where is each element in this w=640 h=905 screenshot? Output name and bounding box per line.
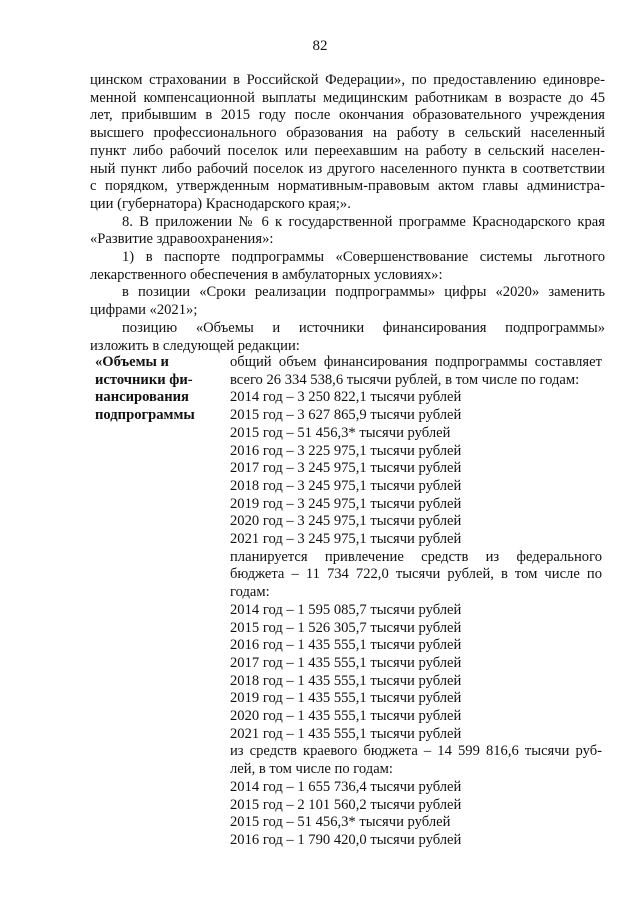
table-line: 2015 год – 51 456,3* тысячи рублей <box>230 424 451 441</box>
heading-line: «Объемы и <box>95 354 169 370</box>
text-line: цифрами «2021»; <box>90 302 198 319</box>
table-line: годам: <box>230 584 270 601</box>
table-line: бюджета – 11 734 722,0 тысячи рублей, в том числе по <box>230 566 602 583</box>
text-line: позицию «Объемы и источники финансирования подпрограммы» <box>122 319 605 336</box>
table-line: 2018 год – 1 435 555,1 тысячи рублей <box>230 672 462 689</box>
text-line: высшего профессионального образования на работу в сельский населенный <box>90 125 605 142</box>
table-line: 2018 год – 3 245 975,1 тысячи рублей <box>230 477 462 494</box>
table-line: общий объем финансирования подпрограммы составляет <box>230 354 602 370</box>
table-line: 2021 год – 3 245 975,1 тысячи рублей <box>230 531 462 548</box>
table-line: планируется привлечение средств из федерального <box>230 548 602 565</box>
text-line: с порядком, утвержденным нормативным-правовым актом главы администра- <box>90 178 605 195</box>
table-line: 2016 год – 1 790 420,0 тысячи рублей <box>230 831 462 848</box>
table-line: 2015 год – 51 456,3* тысячи рублей <box>230 814 451 831</box>
table-line: из средств краевого бюджета – 14 599 816,6 тысячи руб- <box>230 743 602 760</box>
table-line: 2019 год – 3 245 975,1 тысячи рублей <box>230 495 462 512</box>
heading-line: источники фи- <box>95 371 193 388</box>
table-line: лей, в том числе по годам: <box>230 761 393 778</box>
table-line: 2016 год – 1 435 555,1 тысячи рублей <box>230 637 462 654</box>
table-line: 2014 год – 3 250 822,1 тысячи рублей <box>230 389 462 406</box>
text-line: изложить в следующей редакции: <box>90 337 300 354</box>
table-line: 2021 год – 1 435 555,1 тысячи рублей <box>230 725 462 742</box>
table-line: 2019 год – 1 435 555,1 тысячи рублей <box>230 690 462 707</box>
text-line: пункт либо рабочий поселок или переехавшим на работу в сельский населен- <box>90 142 605 159</box>
table-line: 2014 год – 1 655 736,4 тысячи рублей <box>230 778 462 795</box>
table-right-content <box>230 354 602 850</box>
table-line: 2020 год – 1 435 555,1 тысячи рублей <box>230 708 462 725</box>
table-line: 2017 год – 1 435 555,1 тысячи рублей <box>230 654 462 671</box>
table-line: 2015 год – 2 101 560,2 тысячи рублей <box>230 796 462 813</box>
table-line: 2015 год – 3 627 865,9 тысячи рублей <box>230 407 462 424</box>
heading-line: нансирования <box>95 389 189 406</box>
table-line: 2017 год – 3 245 975,1 тысячи рублей <box>230 460 462 477</box>
text-line: ный пункт либо рабочий поселок из другого населенного пункта в соответствии <box>90 160 605 177</box>
table-left-heading <box>95 354 220 425</box>
text-line: лет, прибывшим в 2015 году после окончания образовательного учреждения <box>90 107 605 124</box>
table-line: 2015 год – 1 526 305,7 тысячи рублей <box>230 619 462 636</box>
text-line: ции (губернатора) Краснодарского края;». <box>90 195 351 212</box>
table-line: всего 26 334 538,6 тысячи рублей, в том числе по годам: <box>230 371 580 388</box>
text-line: лекарственного обеспечения в амбулаторных условиях»: <box>90 266 443 283</box>
text-line: «Развитие здравоохранения»: <box>90 231 274 248</box>
text-line: цинском страховании в Российской Федерации», по предоставлению единовре- <box>90 72 605 88</box>
text-line: 1) в паспорте подпрограммы «Совершенствование системы льготного <box>122 249 605 266</box>
table-line: 2016 год – 3 225 975,1 тысячи рублей <box>230 442 462 459</box>
text-line: менной компенсационной выплаты медицинским работникам в возрасте до 45 <box>90 89 605 106</box>
page-number: 82 <box>312 38 328 54</box>
table-line: 2020 год – 3 245 975,1 тысячи рублей <box>230 513 462 530</box>
table-line: 2014 год – 1 595 085,7 тысячи рублей <box>230 601 462 618</box>
body-text <box>90 72 605 355</box>
text-line: в позиции «Сроки реализации подпрограммы» цифры «2020» заменить <box>122 284 605 301</box>
heading-line: подпрограммы <box>95 407 195 424</box>
text-line: 8. В приложении № 6 к государственной программе Краснодарского края <box>122 213 605 230</box>
